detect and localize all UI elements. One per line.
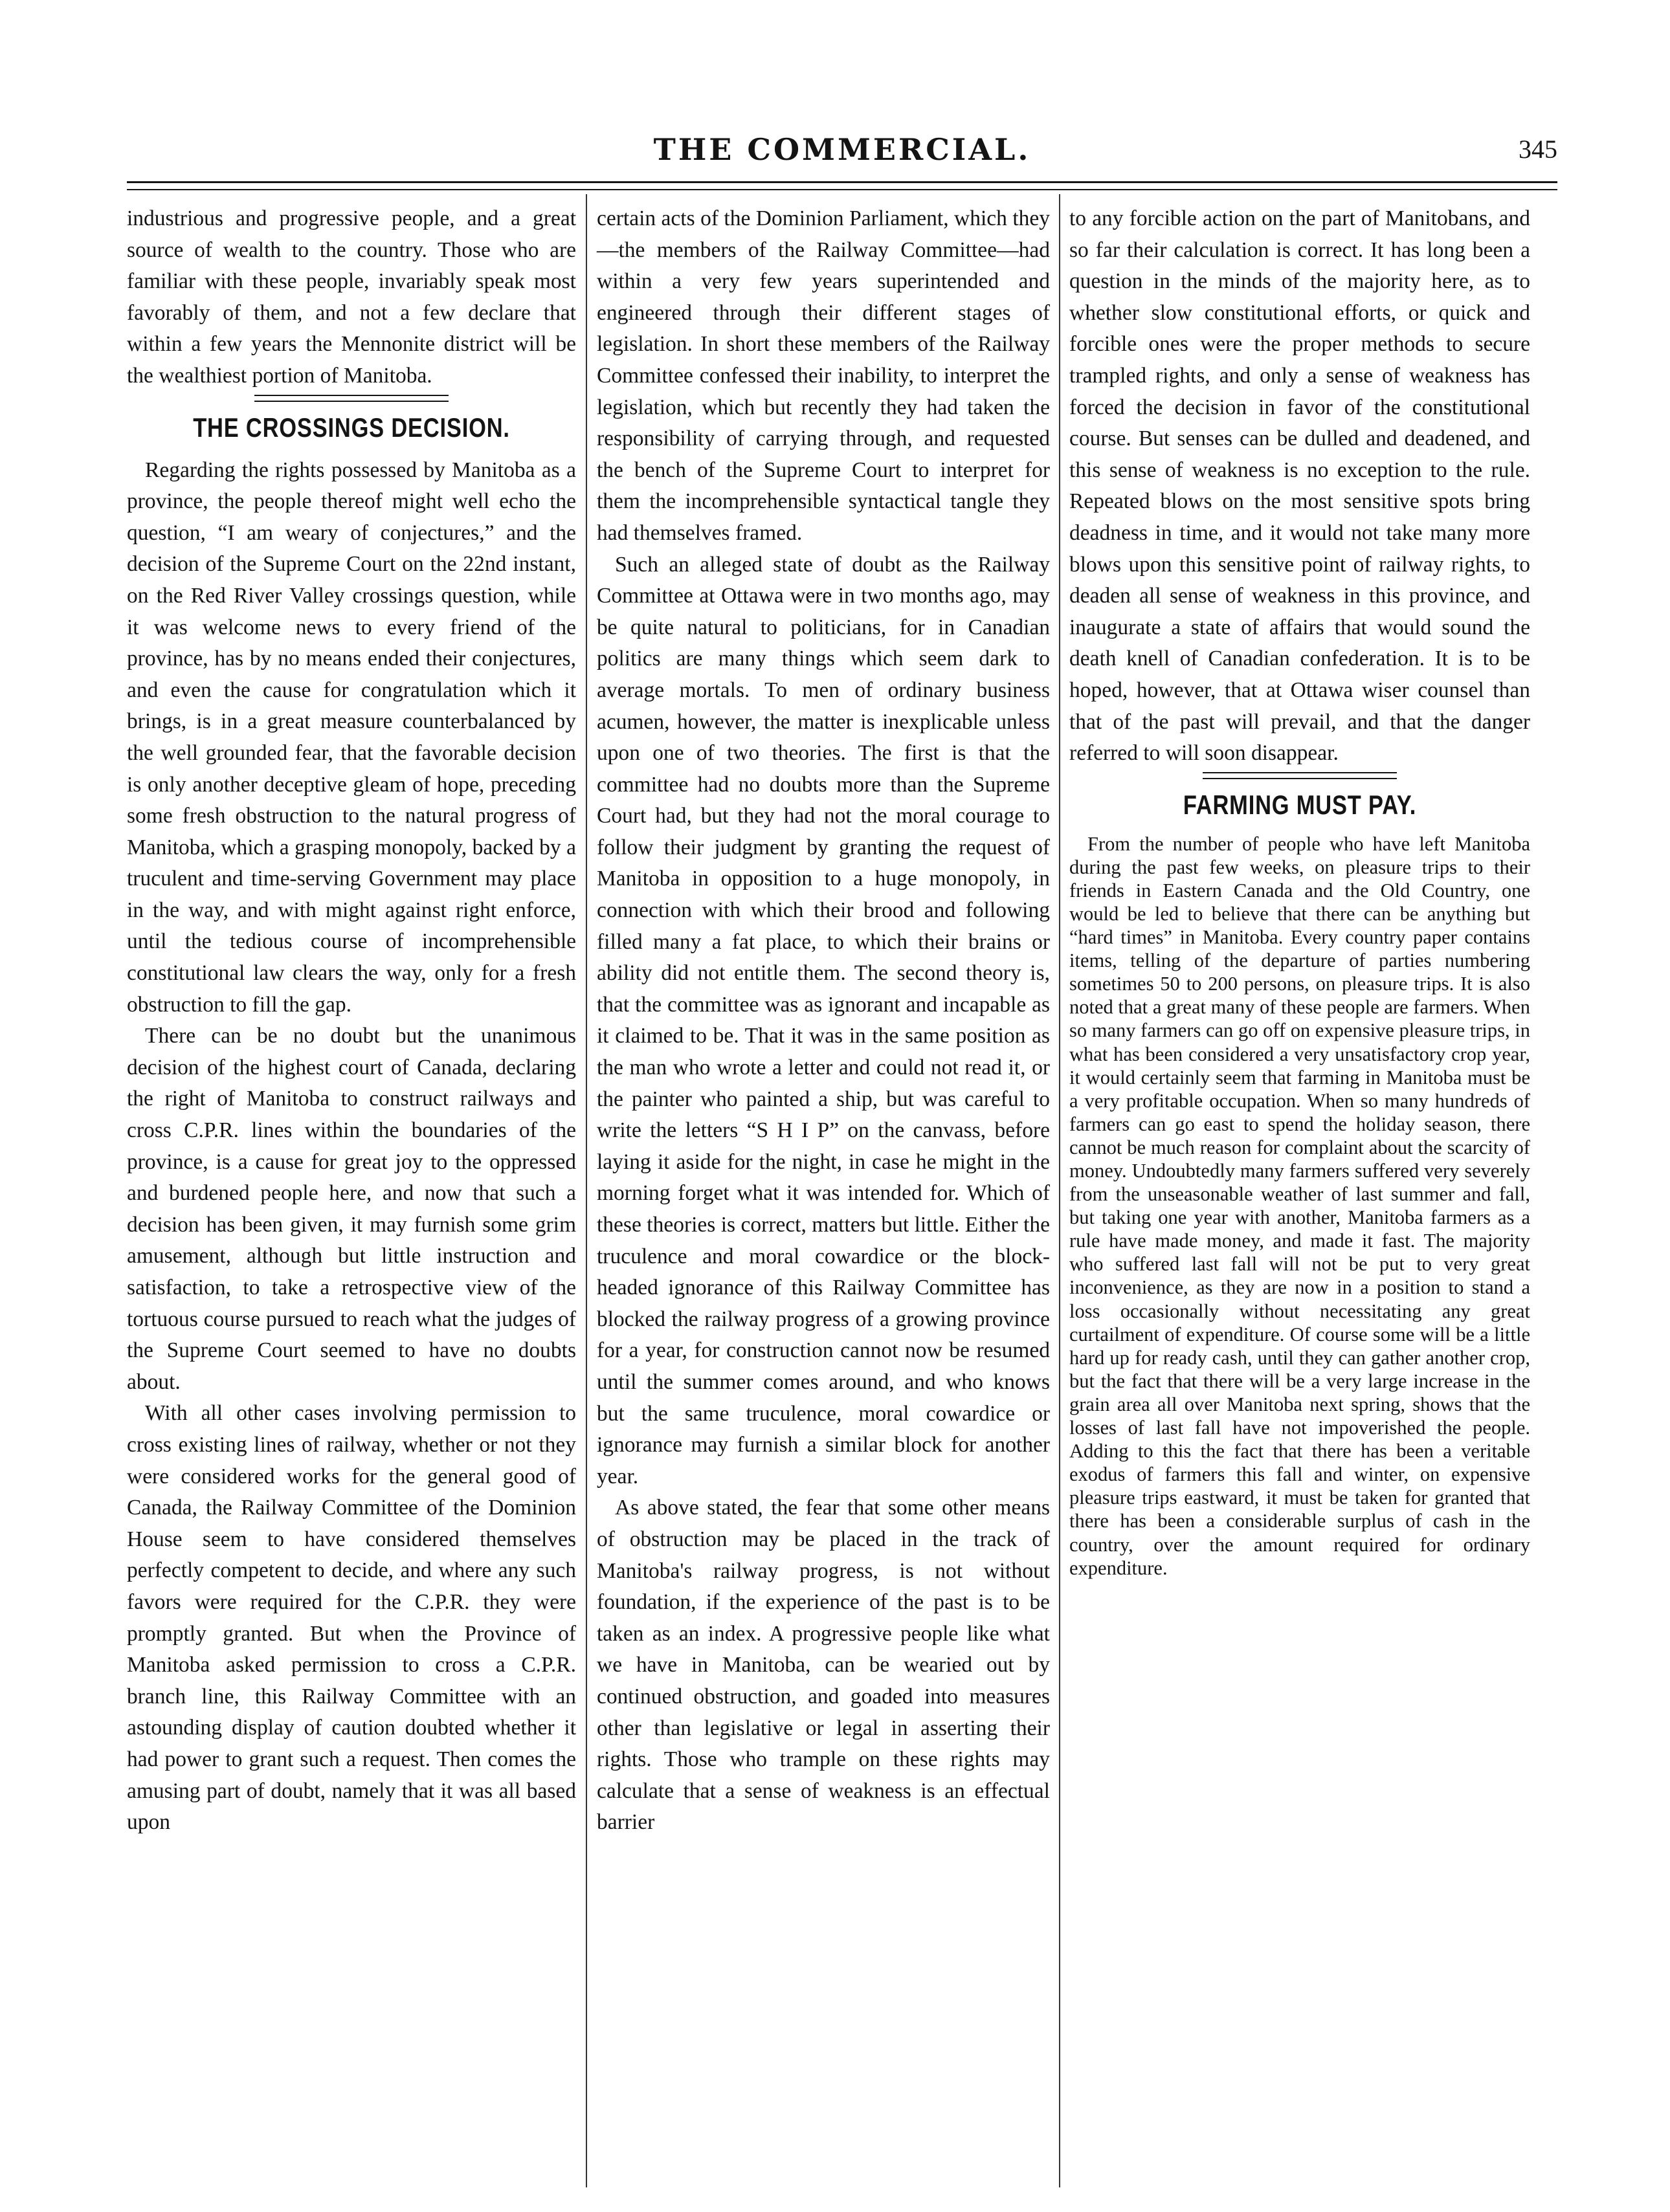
- masthead-rule: [127, 181, 1557, 190]
- article-paragraph: With all other cases involving permission to cross existing lines of railway, whether or not they were considered works for the general good of Canada, the Railway Committee of the Dominion House seem to have considered themselves perfectly competent to decide, and where any such favors were required for the C.P.R. they were promptly granted. But when the Province of Manitoba asked permission to cross a C.P.R. branch line, this Railway Committee with an astounding display of caution doubted whether it had power to grant such a request. Then comes the amusing part of doubt, namely that it was all based upon: [127, 1401, 576, 1835]
- headline-rule: [254, 395, 449, 402]
- masthead: [127, 127, 1557, 172]
- article-paragraph: There can be no doubt but the unanimous decision of the highest court of Canada, declaring the right of Manitoba to construct railways and cross C.P.R. lines within the boundaries of the province, is a cause for great joy to the oppressed and burdened people here, and now that such a decision has been given, it may furnish some grim amusement, although but little instruction and satisfaction, to take a retrospective view of the tortuous course pursued to reach what the judges of the Supreme Court seemed to have no doubts about.: [127, 1024, 576, 1394]
- farming-headline-block: [1069, 772, 1530, 824]
- article-paragraph: From the number of people who have left Manitoba during the past few weeks, on pleasure trips to their friends in Eastern Canada and the Old Country, one would be led to believe that there can be anything but “hard times” in Manitoba. Every country paper contains items, telling of the departure of parties numbering sometimes 50 to 200 persons, on pleasure trips. It is also noted that a great many of these people are farmers. When so many farmers can go off on expensive pleasure trips, in what has been considered a very unsatisfactory crop year, it would certainly seem that farming in Manitoba must be a very profitable occupation. When so many hundreds of farmers can go east to spend the holiday season, there cannot be much reason for complaint about the scarcity of money. Undoubtedly many farmers suffered very severely from the unseasonable weather of last summer and fall, but taking one year with another, Manitoba farmers as a rule have made money, and made it fast. The majority who suffered last fall will not be put to very great inconvenience, as they are now in a position to stand a loss occasionally without necessitating any great curtailment of expenditure. Of course some will be a little hard up for ready cash, until they can gather another crop, but the fact that there will be a very large increase in the grain area all over Manitoba next spring, shows that the losses of last fall have not impoverished the people. Adding to this the fact that there has been a veritable exodus of farmers this fall and winter, on expensive pleasure trips eastward, it must be taken for granted that there has been a considerable surplus of cash in the country, over the amount required for ordinary expenditure.: [1069, 832, 1530, 1579]
- column-1: [127, 203, 576, 2184]
- farming-article-body: [1069, 832, 1530, 1580]
- article-paragraph: certain acts of the Dominion Parliament, which they—the members of the Railway Committee—had within a very few years superintended and engineered through their different stages of legislation. In short these members of the Railway Committee confessed their inability, to interpret the legislation, which but recently they had taken the responsibility of carrying through, and requested the bench of the Supreme Court to interpret for them the incomprehensible syntactical tangle they had themselves framed.: [597, 206, 1050, 545]
- article-paragraph: to any forcible action on the part of Manitobans, and so far their calculation is correct. It has long been a question in the minds of the majority here, as to whether slow constitutional efforts, or quick and forcible ones were the proper methods to secure trampled rights, and only a sense of weakness has forced the decision in favor of the constitutional course. But senses can be dulled and deadened, and this sense of weakness is no exception to the rule. Repeated blows on the most sensitive spots bring deadness in time, and it would not take many more blows upon this sensitive point of railway rights, to deaden all sense of weakness in this province, and inaugurate a state of affairs that would sound the death knell of Canadian confederation. It is to be hoped, however, that at Ottawa wiser counsel than that of the past will prevail, and that the danger referred to will soon disappear.: [1069, 206, 1530, 766]
- column-divider: [1059, 194, 1060, 2187]
- column-3: [1069, 203, 1530, 2184]
- article-paragraph: Such an alleged state of doubt as the Railway Committee at Ottawa were in two months ago, may be quite natural to politicians, for in Canadian politics are many things which seem dark to average mortals. To men of ordinary business acumen, however, the matter is inexplicable unless upon one of two theories. The first is that the committee had no doubts more than the Supreme Court had, but they had not the moral courage to follow their judgment by granting the request of Manitoba in opposition to a huge monopoly, in connection with which their brood and following filled many a fat place, to which their brains or ability did not entitle them. The second theory is, that the committee was as ignorant and incapable as it claimed to be. That it was in the same position as the man who wrote a letter and could not read it, or the painter who painted a ship, but was careful to write the letters “S H I P” on the canvass, before laying it aside for the night, in case he might in the morning forget what it was intended for. Which of these theories is correct, matters but little. Either the truculence and moral cowardice or the block-headed ignorance of this Railway Committee has blocked the railway progress of a growing province for a year, for construction cannot now be resumed until the summer comes around, and who knows but the same truculence, moral cowardice or ignorance may furnish a similar block for another year.: [597, 552, 1050, 1488]
- crossings-decision-headline: THE CROSSINGS DECISION.: [193, 412, 510, 443]
- article-paragraph: industrious and progressive people, and a great source of wealth to the country. Those who are familiar with these people, invariably speak most favorably of them, and not a few declare that within a few years the Mennonite district will be the wealthiest portion of Manitoba.: [127, 206, 576, 388]
- farming-must-pay-headline: FARMING MUST PAY.: [1183, 789, 1417, 820]
- page-number: 345: [1519, 135, 1557, 164]
- column-divider: [586, 194, 587, 2187]
- masthead-title: THE COMMERCIAL.: [653, 132, 1031, 167]
- crossings-headline-block: [127, 395, 576, 447]
- article-paragraph: Regarding the rights possessed by Manitoba as a province, the people thereof might well echo the question, “I am weary of conjectures,” and the decision of the Supreme Court on the 22nd instant, on the Red River Valley crossings question, while it was welcome news to every friend of the province, has by no means ended their conjectures, and even the cause for congratulation which it brings, is in a great measure counterbalanced by the well grounded fear, that the favorable decision is only another deceptive gleam of hope, preceding some fresh obstruction to the natural progress of Manitoba, which a grasping monopoly, backed by a truculent and time-serving Government may place in the way, and with might against right enforce, until the tedious course of incomprehensible constitutional law clears the way, only for a fresh obstruction to fill the gap.: [127, 458, 576, 1017]
- article-paragraph: As above stated, the fear that some other means of obstruction may be placed in the track of Manitoba's railway progress, is not without foundation, if the experience of the past is to be taken as an index. A progressive people like what we have in Manitoba, can be wearied out by continued obstruction, and goaded into measures other than legislative or legal in asserting their rights. Those who trample on these rights may calculate that a sense of weakness is an effectual barrier: [597, 1496, 1050, 1835]
- column-2: [597, 203, 1050, 2184]
- headline-rule: [1203, 772, 1397, 779]
